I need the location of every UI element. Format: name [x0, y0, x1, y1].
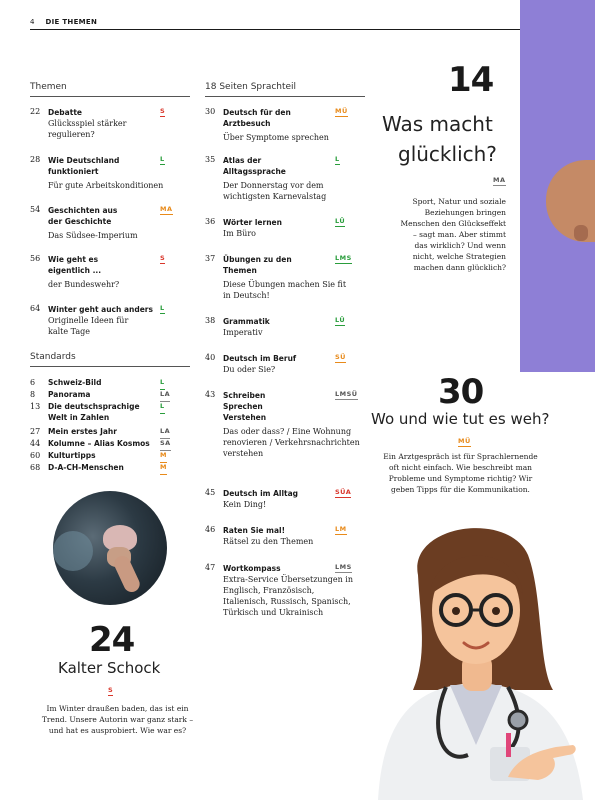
standards-item[interactable] — [30, 401, 200, 423]
level-badge: LÜ — [335, 217, 346, 225]
entry-subtitle: Du oder Sie? — [223, 365, 276, 374]
standards-heading: Standards — [30, 352, 76, 362]
entry-page: 6 — [30, 378, 36, 387]
standards-item[interactable] — [30, 389, 200, 400]
entry-subtitle: Das Südsee-Imperium — [48, 231, 138, 240]
feature-24-text: Im Winter draußen baden, das ist ein Trend. Unsere Autorin war ganz stark – und hat es ausprobiert. Wie war es? — [41, 704, 194, 735]
sprachteil-heading: 18 Seiten Sprachteil — [205, 82, 297, 92]
standards-item[interactable] — [30, 377, 200, 388]
entry-title: Deutsch im Beruf — [223, 354, 297, 363]
entry-page: 13 — [30, 402, 41, 411]
doctor-illustration — [358, 515, 595, 800]
pen-icon — [506, 733, 511, 757]
standards-item[interactable] — [30, 426, 200, 437]
entry-title: Atlas der Alltagssprache — [223, 156, 286, 176]
level-badge: MA — [160, 205, 173, 213]
entry-title: Übungen zu den Themen — [223, 255, 292, 275]
standards-rule — [30, 366, 190, 367]
level-badge: MÜ — [335, 107, 348, 115]
feature-30-badge: MÜ — [458, 437, 471, 445]
entry-subtitle: Kein Ding! — [223, 500, 267, 509]
entry-page: 47 — [205, 563, 216, 572]
feature-photo-hand — [574, 225, 588, 241]
entry-title: Wörter lernen — [223, 218, 282, 227]
level-badge: LMS — [335, 563, 352, 571]
entry-title: Die deutschsprachige Welt in Zahlen — [48, 402, 140, 422]
entry-title: Geschichten aus der Geschichte — [48, 206, 118, 226]
entry-subtitle: Der Donnerstag vor dem wichtigsten Karnevalstag — [223, 181, 327, 201]
entry-page: 54 — [30, 205, 41, 214]
entry-page: 60 — [30, 451, 41, 460]
entry-page: 46 — [205, 525, 216, 534]
level-badge: LA — [160, 426, 170, 439]
entry-title: D-A-CH-Menschen — [48, 463, 124, 472]
entry-title: Deutsch für den Arztbesuch — [223, 108, 291, 128]
entry-page: 36 — [205, 217, 216, 226]
entry-page: 27 — [30, 427, 41, 436]
entry-subtitle: Glücksspiel stärker regulieren? — [48, 119, 127, 139]
header-rule — [30, 29, 520, 30]
entry-subtitle: Im Büro — [223, 229, 256, 238]
eye — [492, 607, 500, 615]
entry-page: 28 — [30, 155, 41, 164]
level-badge: SA — [160, 438, 171, 451]
feature-14-badge: MA — [493, 176, 506, 184]
entry-title: Wie Deutschland funktioniert — [48, 156, 120, 176]
entry-title: Kolumne – Alias Kosmos — [48, 439, 150, 448]
toc-entry[interactable] — [205, 563, 365, 643]
feature-24-number: 24 — [89, 620, 135, 660]
entry-title: Schreiben Sprechen Verstehen — [223, 391, 267, 422]
entry-title: Grammatik — [223, 317, 270, 326]
level-badge: S — [160, 254, 166, 262]
toc-entry[interactable] — [205, 217, 355, 243]
level-badge: L — [335, 155, 340, 163]
entry-subtitle: Das oder dass? / Eine Wohnung renovieren / Verkehrsnachrichten verstehen — [223, 427, 360, 458]
level-badge: SÜA — [335, 488, 352, 496]
level-badge: L — [160, 401, 165, 414]
section-title: DIE THEMEN — [45, 18, 98, 26]
entry-page: 43 — [205, 390, 216, 399]
entry-page: 44 — [30, 439, 41, 448]
themen-rule — [30, 96, 190, 97]
entry-title: Schweiz-Bild — [48, 378, 102, 387]
level-badge: S — [160, 107, 166, 115]
toc-entry[interactable] — [205, 488, 365, 514]
feature-14-number: 14 — [448, 60, 494, 100]
entry-title: Winter geht auch anders — [48, 305, 153, 314]
standards-item[interactable] — [30, 438, 200, 449]
toc-entry[interactable] — [30, 254, 170, 294]
toc-entry[interactable] — [205, 390, 365, 480]
feature-14-title-line1: Was macht — [382, 112, 493, 136]
entry-page: 64 — [30, 304, 41, 313]
feature-30-number: 30 — [438, 372, 484, 412]
page-number: 4 — [30, 18, 35, 26]
entry-subtitle: Originelle Ideen für kalte Tage — [48, 316, 129, 336]
entry-title: Wortkompass — [223, 564, 281, 573]
swimmer-photo — [53, 491, 167, 605]
feature-30-text: Ein Arztgespräch ist für Sprachlernende oft nicht einfach. Wie beschreibt man Probleme und Symptome richtig? Wir geben Tipps für die Kommunikation. — [383, 452, 538, 494]
entry-title: Wie geht es eigentlich ... — [48, 255, 102, 275]
entry-subtitle: Über Symptome sprechen — [223, 133, 329, 142]
entry-page: 37 — [205, 254, 216, 263]
level-badge: LÜ — [335, 316, 346, 324]
water-splash — [53, 531, 93, 571]
entry-subtitle: Für gute Arbeitskonditionen — [48, 181, 164, 190]
entry-page: 45 — [205, 488, 216, 497]
entry-title: Mein erstes Jahr — [48, 427, 117, 436]
feature-14-text: Sport, Natur und soziale Beziehungen bringen Menschen den Glückseffekt – sagt man. Aber stimmt das wirklich? Und wenn nicht, welche Strategien machen dann glücklich? — [400, 197, 506, 272]
entry-subtitle: Rätsel zu den Themen — [223, 537, 314, 546]
toc-entry[interactable] — [205, 155, 355, 205]
toc-entry[interactable] — [30, 155, 170, 195]
feature-24-badge: S — [108, 686, 114, 694]
level-badge: L — [160, 304, 165, 312]
stethoscope-chestpiece — [509, 711, 527, 729]
entry-title: Panorama — [48, 390, 91, 399]
level-badge: L — [160, 155, 165, 163]
level-badge: M — [160, 450, 167, 463]
entry-subtitle: Imperativ — [223, 328, 263, 337]
level-badge: LA — [160, 389, 170, 402]
entry-page: 68 — [30, 463, 41, 472]
toc-entry[interactable] — [205, 254, 355, 304]
entry-page: 56 — [30, 254, 41, 263]
entry-page: 38 — [205, 316, 216, 325]
entry-page: 22 — [30, 107, 41, 116]
level-badge: SÜ — [335, 353, 346, 361]
entry-subtitle: der Bundeswehr? — [48, 280, 120, 289]
sprachteil-rule — [205, 96, 365, 97]
level-badge: M — [160, 462, 167, 475]
toc-entry[interactable] — [205, 107, 355, 147]
swimmer-arm — [112, 553, 143, 594]
eye — [452, 607, 460, 615]
level-badge: LM — [335, 525, 347, 533]
entry-title: Debatte — [48, 108, 82, 117]
entry-subtitle: Diese Übungen machen Sie fit in Deutsch! — [223, 280, 347, 300]
standards-item[interactable] — [30, 462, 200, 473]
entry-page: 40 — [205, 353, 216, 362]
themen-heading: Themen — [30, 82, 67, 92]
level-badge: L — [160, 377, 165, 390]
entry-title: Kulturtipps — [48, 451, 96, 460]
feature-24-title: Kalter Schock — [58, 659, 161, 677]
level-badge: LMS — [335, 254, 352, 262]
toc-entry[interactable] — [205, 525, 365, 551]
feature-30-title: Wo und wie tut es weh? — [371, 410, 550, 428]
entry-page: 30 — [205, 107, 216, 116]
standards-item[interactable] — [30, 450, 200, 461]
toc-entry[interactable] — [30, 304, 180, 344]
toc-entry[interactable] — [30, 205, 173, 245]
level-badge: LMSÜ — [335, 390, 358, 398]
toc-entry[interactable] — [205, 316, 355, 342]
entry-subtitle: Extra-Service Übersetzungen in Englisch, Französisch, Italienisch, Russisch, Spanisch, Türkisch und Ukrainisch — [223, 575, 353, 617]
entry-page: 35 — [205, 155, 216, 164]
toc-entry[interactable] — [205, 353, 355, 379]
toc-entry[interactable] — [30, 107, 170, 147]
page-header — [30, 18, 97, 26]
entry-title: Deutsch im Alltag — [223, 489, 299, 498]
entry-title: Raten Sie mal! — [223, 526, 285, 535]
entry-page: 8 — [30, 390, 36, 399]
feature-14-title-line2: glücklich? — [398, 142, 497, 166]
